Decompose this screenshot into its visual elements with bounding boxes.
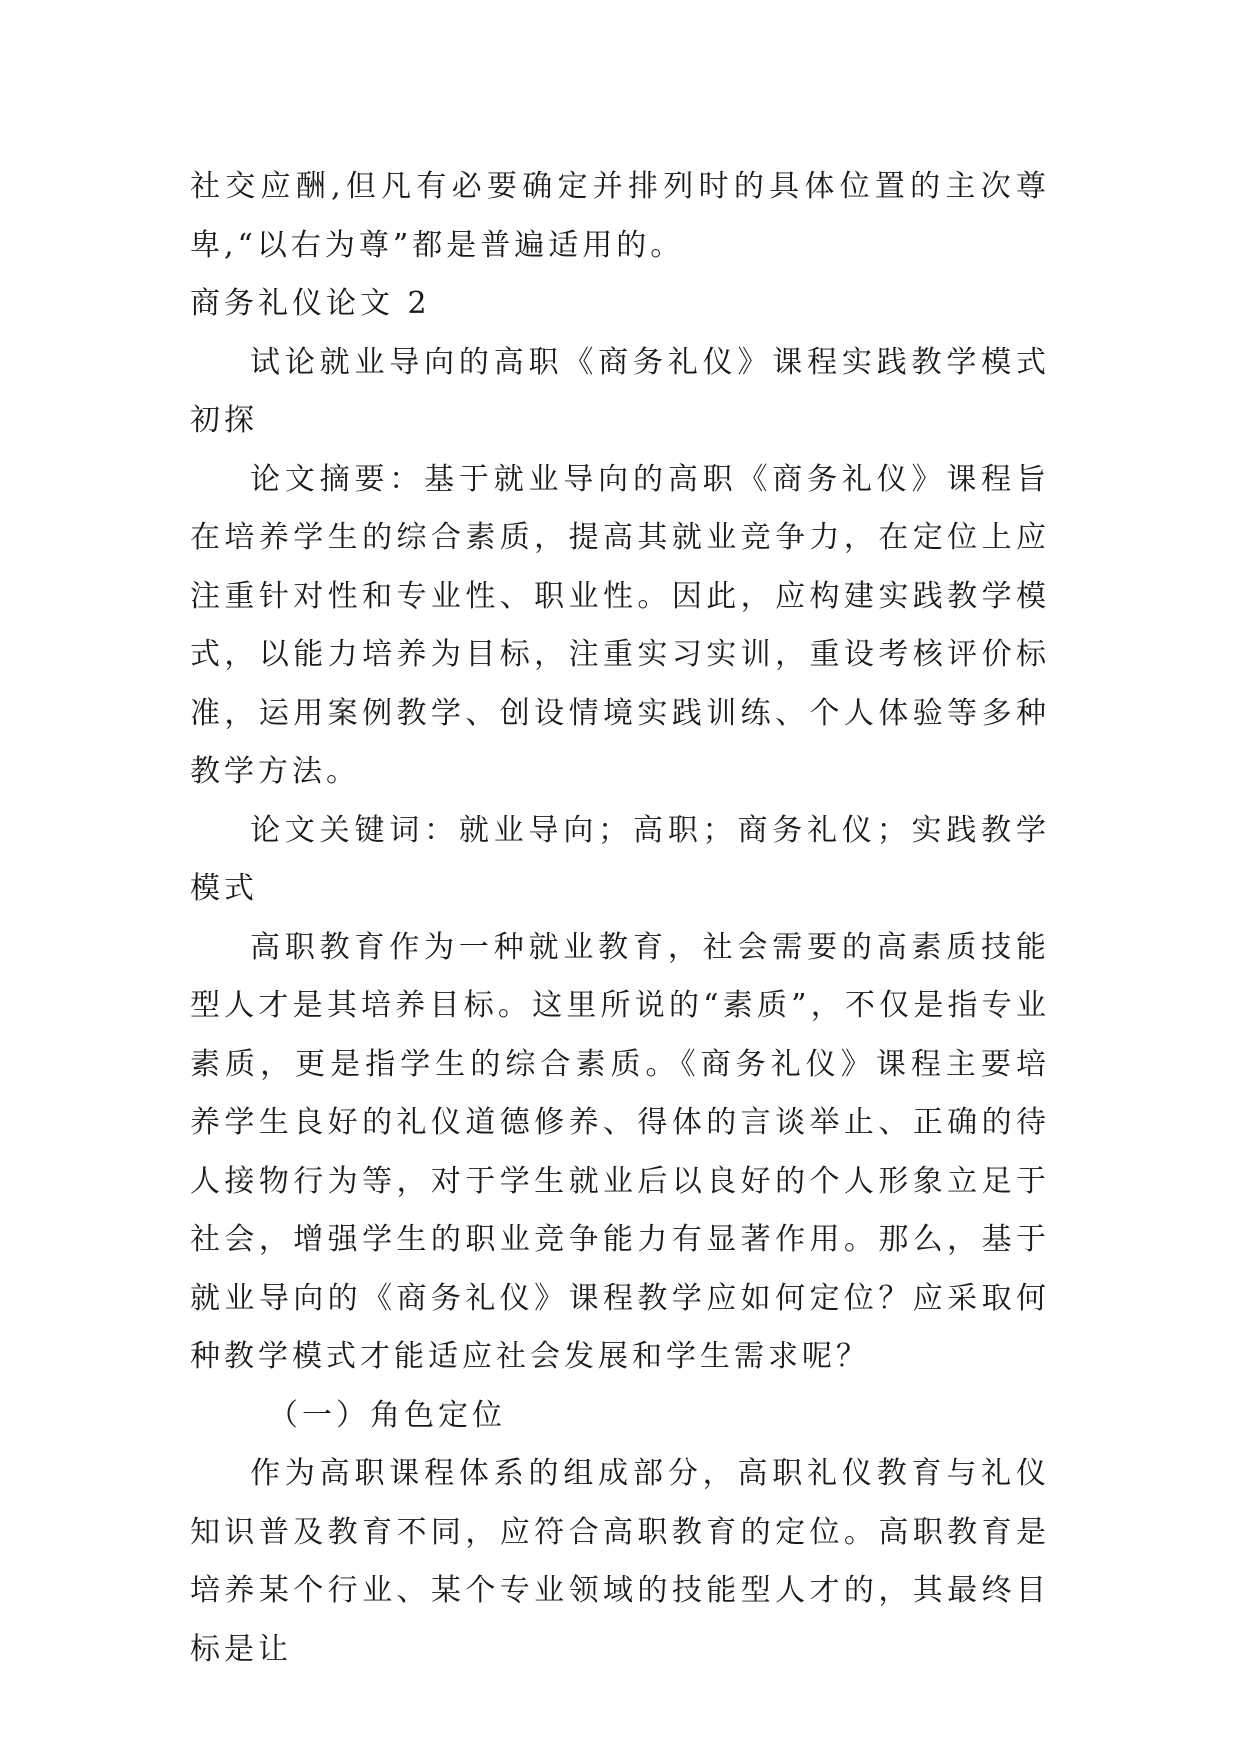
document-body [190,158,1050,1679]
keywords-paragraph: 论文关键词：就业导向；高职；商务礼仪；实践教学模式 [190,812,1050,906]
body-paragraph-role: 作为高职课程体系的组成部分，高职礼仪教育与礼仪知识普及教育不同，应符合高职教育的定位。高职教育是培养某个行业、某个专业领域的技能型人才的，其最终目标是让 [190,1456,1050,1667]
section-title: 商务礼仪论文 2 [190,286,431,321]
abstract-paragraph: 论文摘要：基于就业导向的高职《商务礼仪》课程旨在培养学生的综合素质，提高其就业竞争力，在定位上应注重针对性和专业性、职业性。因此，应构建实践教学模式，以能力培养为目标，注重实习实训，重设考核评价标准，运用案例教学、创设情境实践训练、个人体验等多种教学方法。 [190,461,1050,789]
paragraph-continuation: 社交应酬,但凡有必要确定并排列时的具体位置的主次尊卑,“以右为尊”都是普遍适用的。 [190,169,1050,263]
body-paragraph-intro: 高职教育作为一种就业教育，社会需要的高素质技能型人才是其培养目标。这里所说的“素质”，不仅是指专业素质，更是指学生的综合素质。《商务礼仪》课程主要培养学生良好的礼仪道德修养、得体的言谈举止、正确的待人接物行为等，对于学生就业后以良好的个人形象立足于社会，增强学生的职业竞争能力有显著作用。那么，基于就业导向的《商务礼仪》课程教学应如何定位？应采取何种教学模式才能适应社会发展和学生需求呢？ [190,929,1050,1374]
subsection-heading: （一）角色定位 [268,1397,506,1433]
paper-title: 试论就业导向的高职《商务礼仪》课程实践教学模式初探 [190,344,1050,438]
